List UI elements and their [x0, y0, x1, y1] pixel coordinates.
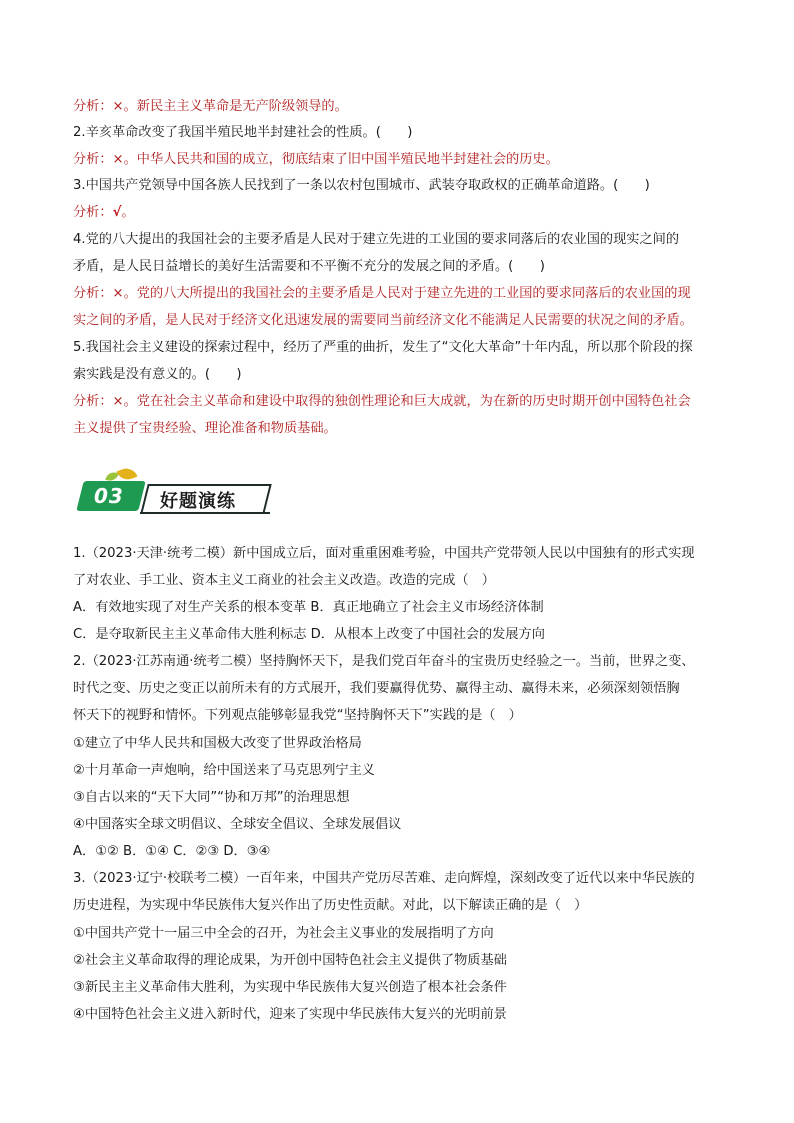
statement-2: 2.辛亥革命改变了我国半殖民地半封建社会的性质。( ) — [73, 125, 413, 140]
question-3-item: ③新民主主义革命伟大胜利，为实现中华民族伟大复兴创造了根本社会条件 — [73, 980, 507, 995]
section-title: 好题演练 — [160, 491, 236, 512]
question-3-item: ④中国特色社会主义进入新时代，迎来了实现中华民族伟大复兴的光明前景 — [73, 1007, 507, 1022]
statement-5-cont: 索实践是没有意义的。( ) — [73, 367, 242, 382]
analysis-line: 分析：×。党在社会主义革命和建设中取得的独创性理论和巨大成就，为在新的历史时期开创中国特色社会 — [73, 394, 691, 409]
question-2-options: A．①② B．①④ C．②③ D．③④ — [73, 844, 271, 859]
analysis-suffix: 。 — [121, 205, 135, 220]
analysis-line: 分析：×。党的八大所提出的我国社会的主要矛盾是人民对于建立先进的工业国的要求同落后的农业国的现 — [73, 286, 691, 301]
statement-4-cont: 矛盾，是人民日益增长的美好生活需要和不平衡不充分的发展之间的矛盾。( ) — [73, 259, 545, 274]
question-1-options: C．是夺取新民主主义革命伟大胜利标志 D．从根本上改变了中国社会的发展方向 — [73, 627, 545, 642]
analysis-line: 主义提供了宝贵经验、理论准备和物质基础。 — [73, 421, 337, 436]
question-2: 2.（2023·江苏南通·统考二模）坚持胸怀天下，是我们党百年奋斗的宝贵历史经验之一。当前，世界之变、 — [73, 654, 695, 669]
section-header — [80, 468, 280, 520]
analysis-line: 分析：×。中华人民共和国的成立，彻底结束了旧中国半殖民地半封建社会的历史。 — [73, 152, 559, 167]
question-3: 3.（2023·辽宁·校联考二模）一百年来，中国共产党历尽苦难、走向辉煌，深刻改变了近代以来中华民族的 — [73, 871, 695, 886]
section-underline — [140, 512, 270, 514]
question-3-cont: 历史进程，为实现中华民族伟大复兴作出了历史性贡献。对此，以下解读正确的是（ ） — [73, 898, 588, 913]
question-2-item: ①建立了中华人民共和国极大改变了世界政治格局 — [73, 736, 362, 751]
question-2-cont: 时代之变、历史之变正以前所未有的方式展开，我们要赢得优势、赢得主动、赢得未来，必须深刻领悟胸 — [73, 681, 680, 696]
analysis-line: 实之间的矛盾，是人民对于经济文化迅速发展的需要同当前经济文化不能满足人民需要的状况之间的矛盾。 — [73, 313, 693, 328]
question-1: 1.（2023·天津·统考二模）新中国成立后，面对重重困难考验，中国共产党带领人民以中国独有的形式实现 — [73, 546, 695, 561]
check-mark: √ — [112, 205, 122, 220]
question-3-item: ②社会主义革命取得的理论成果，为开创中国特色社会主义提供了物质基础 — [73, 953, 507, 968]
question-2-item: ④中国落实全球文明倡议、全球安全倡议、全球发展倡议 — [73, 817, 402, 832]
statement-4: 4.党的八大提出的我国社会的主要矛盾是人民对于建立先进的工业国的要求同落后的农业国的现实之间的 — [73, 232, 680, 247]
analysis-prefix: 分析： — [73, 205, 113, 220]
question-2-item: ②十月革命一声炮响，给中国送来了马克思列宁主义 — [73, 763, 375, 778]
analysis-line: 分析：×。新民主主义革命是无产阶级领导的。 — [73, 99, 348, 114]
section-number: 03 — [94, 484, 124, 508]
statement-5: 5.我国社会主义建设的探索过程中，经历了严重的曲折，发生了“文化大革命”十年内乱，所以那个阶段的探 — [73, 340, 693, 355]
question-1-cont: 了对农业、手工业、资本主义工商业的社会主义改造。改造的完成（ ） — [73, 573, 495, 588]
analysis-line — [73, 204, 733, 222]
question-3-item: ①中国共产党十一届三中全会的召开，为社会主义事业的发展指明了方向 — [73, 926, 494, 941]
question-2-cont: 怀天下的视野和情怀。下列观点能够彰显我党“坚持胸怀天下”实践的是（ ） — [73, 708, 522, 723]
statement-3: 3.中国共产党领导中国各族人民找到了一条以农村包围城市、武装夺取政权的正确革命道路。( ) — [73, 178, 650, 193]
question-2-item: ③自古以来的“天下大同”“协和万邦”的治理思想 — [73, 790, 350, 805]
question-1-options: A．有效地实现了对生产关系的根本变革 B．真正地确立了社会主义市场经济体制 — [73, 600, 544, 615]
